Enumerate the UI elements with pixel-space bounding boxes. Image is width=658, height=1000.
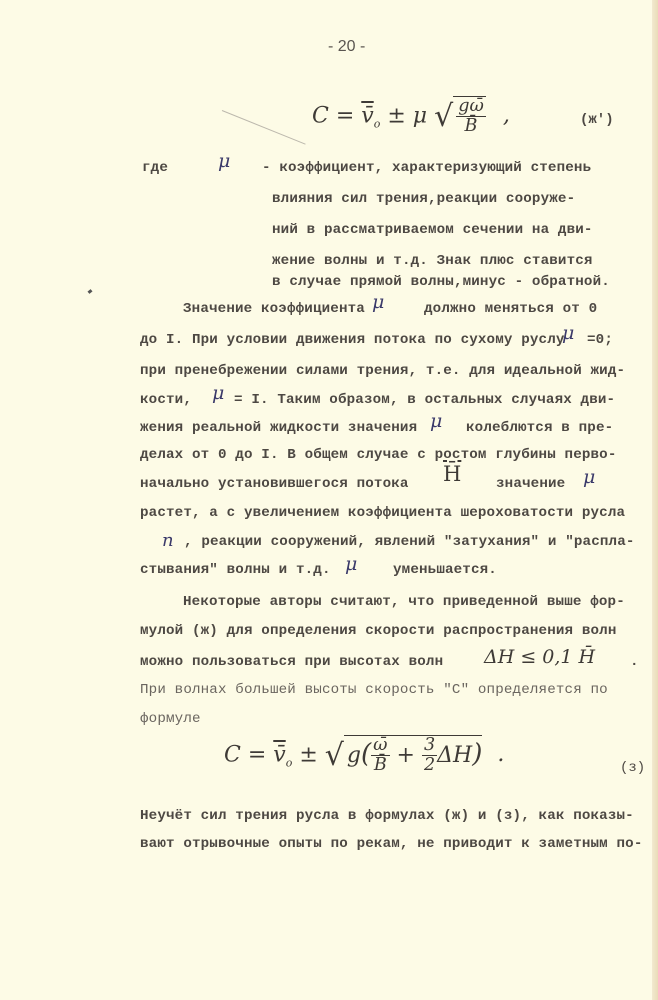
definition-line: - коэффициент, характеризующий степень (262, 160, 592, 176)
eq2-denominator: B̄ (373, 755, 387, 776)
paper-scratch (222, 110, 306, 145)
paragraph-line: , реакции сооружений, явлений "затухания" и "распла- (184, 534, 635, 550)
paragraph-line: вают отрывочные опыты по рекам, не приводит к заметным по- (140, 836, 643, 852)
eq2-v: v̄ (273, 742, 286, 768)
page-number: - 20 - (328, 38, 366, 55)
paragraph-line: Неучёт сил трения русла в формулах (ж) и (з), как показы- (140, 808, 634, 824)
mu-symbol: μ (345, 553, 358, 575)
eq2-two: 2 (423, 755, 436, 776)
eq1-numerator: gω̄ (458, 96, 484, 116)
paragraph-line: жения реальной жидкости значения (140, 420, 418, 436)
eq2-plus: + (396, 742, 415, 768)
definition-line: в случае прямой волны,минус - обратной. (272, 274, 610, 290)
eq1-pm: ± (387, 103, 406, 129)
paragraph-line: делах от 0 до I. В общем случае с ростом глубины перво- (140, 447, 617, 463)
paragraph-line: до I. При условии движения потока по сухому руслу (140, 332, 565, 348)
eq1-comma: , (502, 103, 510, 129)
eq1-v-sub: o (373, 117, 381, 131)
mu-symbol: μ (583, 466, 596, 488)
equation-label-z: (з) (620, 760, 646, 776)
mu-symbol: μ (430, 410, 443, 432)
eq1-lhs: C = (312, 103, 355, 129)
equation-label-zh-prime: (ж') (580, 112, 614, 128)
eq2-delta-h: ΔH (437, 742, 473, 768)
page-edge (652, 0, 658, 1000)
equation-zh-prime: $C = v̄_o \pm \mu$ √ $\frac{g\omegā}{B̄}$ , (312, 96, 510, 137)
paragraph-line: при пренебрежении силами трения, т.е. для идеальной жид- (140, 363, 626, 379)
paragraph-line: =0; (587, 332, 613, 348)
equation-z: $C = v̄_o$ ± √ g( $\frac{\omegā}{B̄}$ + $\frac{3}{2}$ ΔH) . (224, 735, 505, 776)
eq2-dot: . (497, 742, 505, 768)
paragraph-line: мулой (ж) для определения скорости распространения волн (140, 623, 617, 639)
definition-line: влияния сил трения,реакции сооруже- (272, 191, 576, 207)
eq2-g: g (346, 742, 361, 768)
paragraph-line: = I. Таким образом, в остальных случаях дви- (234, 392, 616, 408)
eq2-lhs: C = (224, 742, 267, 768)
paragraph-line: кости, (140, 392, 192, 408)
paragraph-line: колеблются в пре- (466, 420, 614, 436)
eq1-denominator: B̄ (464, 116, 478, 137)
paragraph-line: Значение коэффициента (183, 301, 365, 317)
paragraph-line: формуле (140, 711, 201, 727)
eq2-three: 3 (423, 735, 436, 755)
paragraph-line: начально установившегося потока (140, 476, 409, 492)
paragraph-line: При волнах большей высоты скорость "C" определяется по (140, 682, 608, 698)
eq2-pm: ± (299, 742, 318, 768)
h-bar-symbol (443, 462, 461, 486)
mu-symbol: μ (562, 322, 575, 344)
mu-symbol: μ (372, 291, 385, 313)
paragraph-line: стывания" волны и т.д. (140, 562, 331, 578)
h-bar-text: H̄ (443, 462, 462, 486)
paragraph-line: . (630, 654, 639, 670)
paragraph-line: можно пользоваться при высотах волн (140, 654, 444, 670)
roughness-n-symbol: n (162, 530, 174, 551)
eq2-open-paren: ( (360, 738, 372, 769)
eq2-close-paren: ) (472, 738, 483, 769)
paragraph-line: значение (496, 476, 566, 492)
mu-symbol: μ (218, 150, 231, 172)
eq1-mu: μ (412, 103, 428, 129)
mu-symbol: μ (212, 382, 225, 404)
wave-height-condition: ΔH ≤ 0,1 H̄ (484, 646, 596, 668)
paragraph-line: растет, а с увеличением коэффициента шероховатости русла (140, 505, 626, 521)
eq2-numerator: ω̄ (373, 735, 388, 755)
eq2-v-sub: o (285, 756, 293, 770)
definition-line: ний в рассматриваемом сечении на дви- (272, 222, 593, 238)
where-label: где (142, 160, 168, 176)
paragraph-line: уменьшается. (393, 562, 497, 578)
paragraph-line: должно меняться от 0 (424, 301, 598, 317)
eq1-v: v̄ (361, 103, 374, 129)
ink-mark (88, 289, 93, 294)
definition-line: жение волны и т.д. Знак плюс ставится (272, 253, 593, 269)
paragraph-line: Некоторые авторы считают, что приведенной выше фор- (183, 594, 625, 610)
